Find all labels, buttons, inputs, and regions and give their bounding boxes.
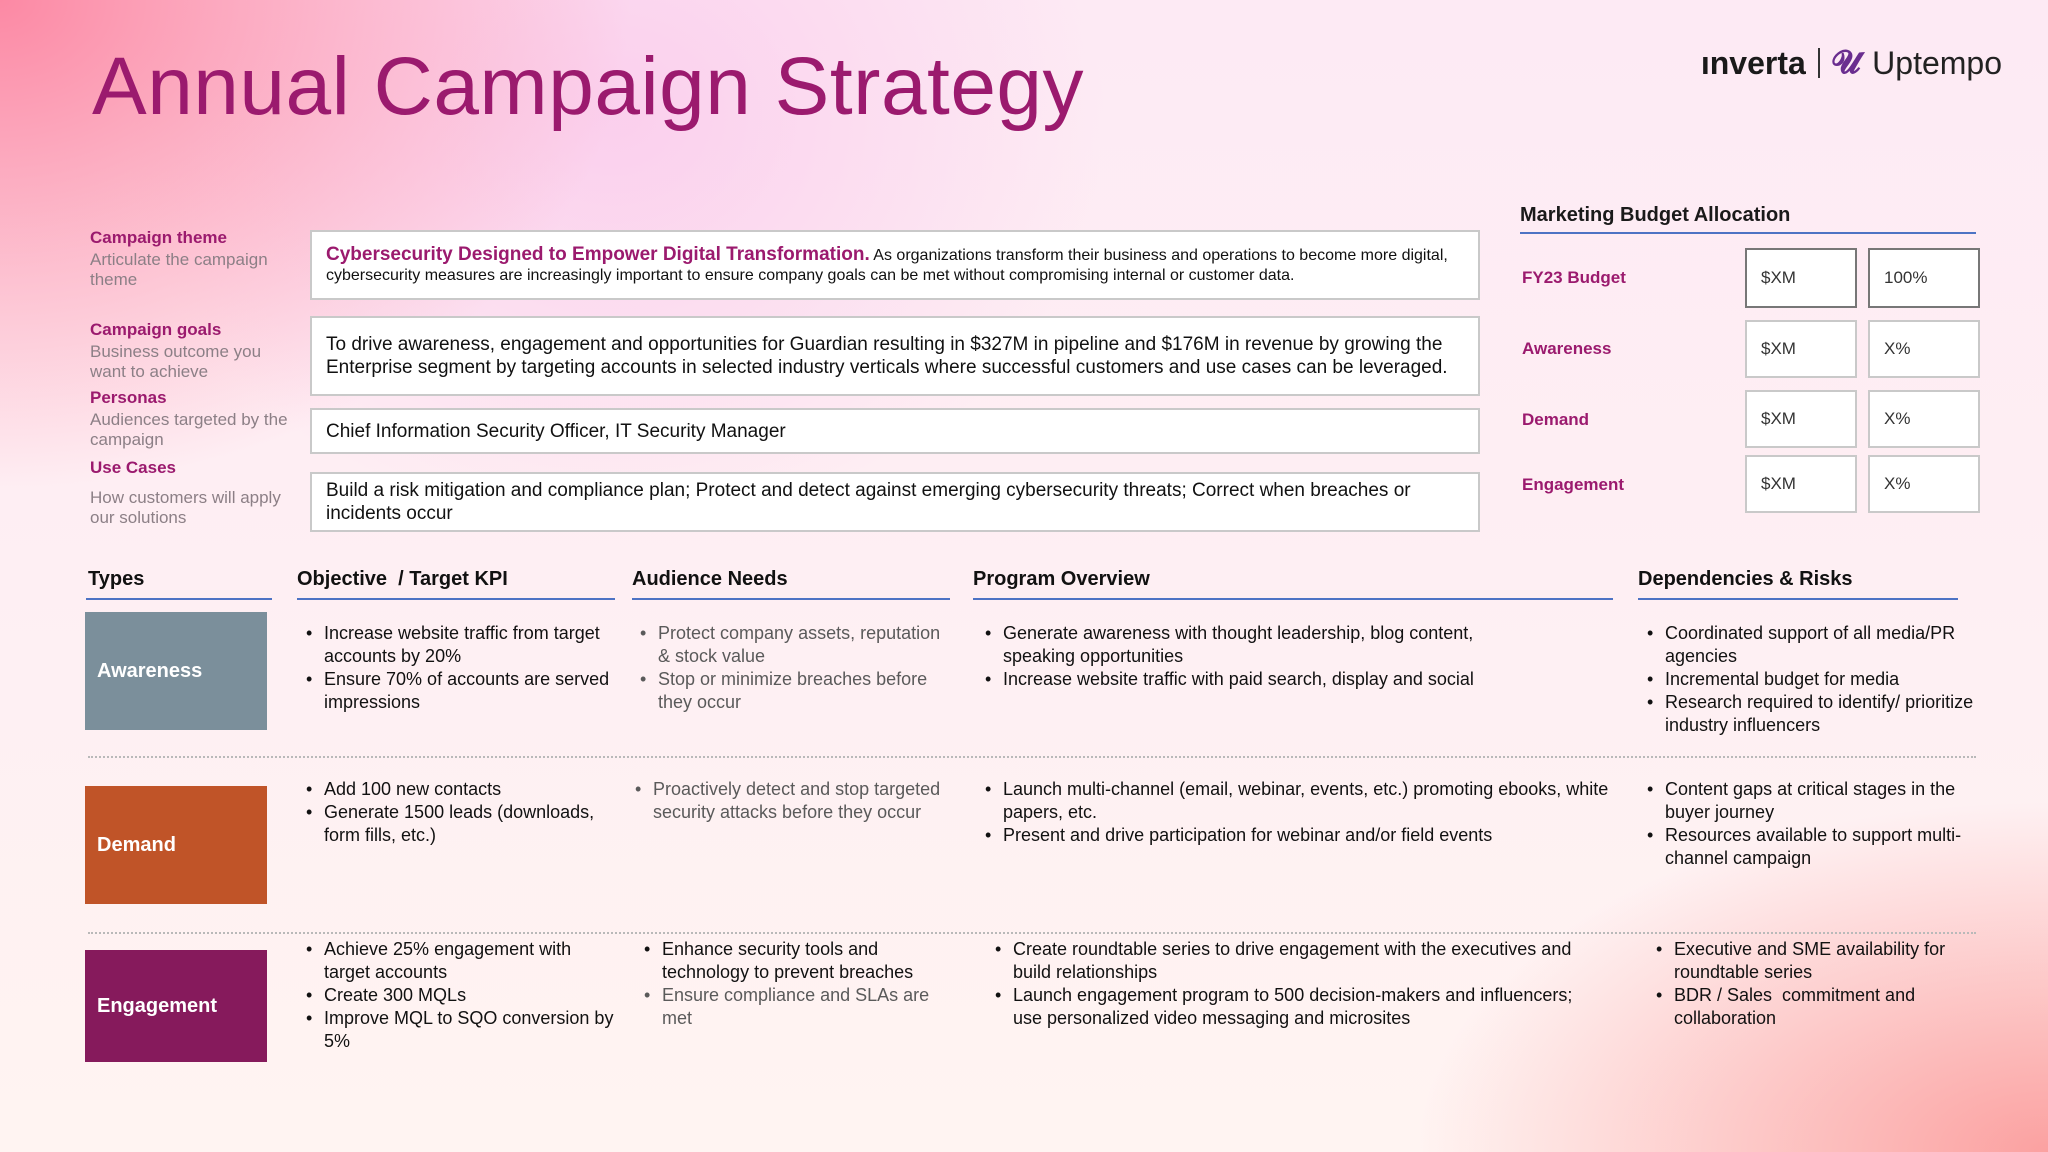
- label-campaign-goals: [90, 320, 290, 382]
- engagement-kpi-list: [302, 938, 622, 1053]
- budget-amount-cell: $XM: [1745, 248, 1857, 308]
- row-divider: [88, 932, 1976, 934]
- label-heading: Personas: [90, 388, 167, 407]
- budget-amount-cell: $XM: [1745, 320, 1857, 378]
- engagement-needs-list: [640, 938, 958, 1030]
- goals-text: To drive awareness, engagement and opportunities for Guardian resulting in $327M in pipeline and $176M in revenue by growing the Enterprise segment by targeting accounts in selected industry verticals where successful customers and use cases can be leveraged.: [326, 334, 1448, 378]
- awareness-needs-list: [636, 622, 954, 714]
- use-cases-text: Build a risk mitigation and compliance plan; Protect and detect against emerging cybersecurity threats; Correct when breaches or incidents occur: [326, 480, 1411, 524]
- list-item: • Add 100 new contacts: [302, 778, 622, 801]
- inverta-logo-text: ınverta: [1700, 44, 1806, 81]
- budget-percent-cell: 100%: [1868, 248, 1980, 308]
- label-use-cases: [90, 458, 290, 528]
- list-item: • Proactively detect and stop targeted security attacks before they occur: [631, 778, 949, 824]
- awareness-kpi-list: [302, 622, 622, 714]
- campaign-goals-box: [310, 316, 1480, 396]
- logo: [1701, 44, 2002, 82]
- column-rule: [1638, 598, 1958, 600]
- type-demand: Demand: [85, 786, 267, 904]
- budget-title: Marketing Budget Allocation: [1520, 204, 1791, 226]
- campaign-theme-box: [310, 230, 1480, 300]
- label-heading: Campaign theme: [90, 228, 227, 247]
- column-header-kpi: Objective / Target KPI: [297, 568, 508, 590]
- uptempo-mark-icon: 𝓤: [1831, 44, 1861, 80]
- list-item: • Executive and SME availability for roundtable series: [1652, 938, 1972, 984]
- list-item: • Improve MQL to SQO conversion by 5%: [302, 1007, 622, 1053]
- label-sub: How customers will apply our solutions: [90, 488, 281, 527]
- label-sub: Audiences targeted by the campaign: [90, 410, 288, 449]
- engagement-program-list: [991, 938, 1591, 1030]
- list-item: • Ensure compliance and SLAs are met: [640, 984, 958, 1030]
- personas-box: [310, 408, 1480, 454]
- column-rule: [632, 598, 950, 600]
- demand-program-list: [981, 778, 1621, 847]
- list-item: • Present and drive participation for webinar and/or field events: [981, 824, 1621, 847]
- column-header-audience: Audience Needs: [632, 568, 788, 590]
- type-engagement: Engagement: [85, 950, 267, 1062]
- list-item: • Enhance security tools and technology to prevent breaches: [640, 938, 958, 984]
- column-rule: [973, 598, 1613, 600]
- uptempo-logo-text: Uptempo: [1872, 44, 2002, 81]
- awareness-deps-list: [1643, 622, 1983, 737]
- budget-percent-cell: X%: [1868, 455, 1980, 513]
- list-item: • Ensure 70% of accounts are served impressions: [302, 668, 622, 714]
- column-rule: [86, 598, 272, 600]
- use-cases-box: [310, 472, 1480, 532]
- column-header-dependencies: Dependencies & Risks: [1638, 568, 1853, 590]
- budget-title-rule: [1520, 232, 1976, 234]
- list-item: • BDR / Sales commitment and collaboration: [1652, 984, 1972, 1030]
- budget-percent-cell: X%: [1868, 320, 1980, 378]
- label-heading: Campaign goals: [90, 320, 222, 339]
- theme-lead: Cybersecurity Designed to Empower Digital Transformation.: [326, 243, 870, 265]
- column-header-program: Program Overview: [973, 568, 1150, 590]
- list-item: • Coordinated support of all media/PR agencies: [1643, 622, 1983, 668]
- list-item: • Generate 1500 leads (downloads, form fills, etc.): [302, 801, 622, 847]
- list-item: • Launch multi-channel (email, webinar, events, etc.) promoting ebooks, white papers, etc.: [981, 778, 1621, 824]
- list-item: • Resources available to support multi-channel campaign: [1643, 824, 1973, 870]
- list-item: • Launch engagement program to 500 decision-makers and influencers; use personalized video messaging and microsites: [991, 984, 1591, 1030]
- budget-row-label: Engagement: [1522, 475, 1625, 494]
- logo-divider: [1818, 48, 1820, 78]
- column-header-types: Types: [88, 568, 145, 590]
- list-item: • Stop or minimize breaches before they occur: [636, 668, 954, 714]
- label-personas: [90, 388, 290, 450]
- list-item: • Generate awareness with thought leadership, blog content, speaking opportunities: [981, 622, 1541, 668]
- list-item: • Create 300 MQLs: [302, 984, 622, 1007]
- label-campaign-theme: [90, 228, 290, 290]
- list-item: • Achieve 25% engagement with target accounts: [302, 938, 622, 984]
- demand-kpi-list: [302, 778, 622, 847]
- budget-amount-cell: $XM: [1745, 455, 1857, 513]
- list-item: • Content gaps at critical stages in the buyer journey: [1643, 778, 1973, 824]
- label-sub: Business outcome you want to achieve: [90, 342, 262, 381]
- engagement-deps-list: [1652, 938, 1972, 1030]
- column-rule: [297, 598, 615, 600]
- list-item: • Increase website traffic from target accounts by 20%: [302, 622, 622, 668]
- row-divider: [88, 756, 1976, 758]
- budget-row-label: Demand: [1522, 410, 1590, 429]
- theme-body: As organizations transform their business and operations to become more digital, cybersecurity measures are increasingly important to ensure company goals can be met without compromising internal or customer data.: [326, 246, 1448, 284]
- label-sub: Articulate the campaign theme: [90, 250, 268, 289]
- list-item: • Research required to identify/ prioritize industry influencers: [1643, 691, 1983, 737]
- personas-text: Chief Information Security Officer, IT Security Manager: [326, 420, 786, 442]
- awareness-program-list: [981, 622, 1541, 691]
- demand-deps-list: [1643, 778, 1973, 870]
- budget-amount-cell: $XM: [1745, 390, 1857, 448]
- list-item: • Increase website traffic with paid search, display and social: [981, 668, 1541, 691]
- demand-needs-list: [631, 778, 949, 824]
- type-awareness: Awareness: [85, 612, 267, 730]
- budget-percent-cell: X%: [1868, 390, 1980, 448]
- budget-row-label: FY23 Budget: [1522, 268, 1626, 287]
- label-heading: Use Cases: [90, 458, 177, 477]
- page-title: Annual Campaign Strategy: [92, 41, 1085, 132]
- list-item: • Incremental budget for media: [1643, 668, 1983, 691]
- list-item: • Protect company assets, reputation & stock value: [636, 622, 954, 668]
- budget-row-label: Awareness: [1522, 339, 1612, 358]
- list-item: • Create roundtable series to drive engagement with the executives and build relationships: [991, 938, 1591, 984]
